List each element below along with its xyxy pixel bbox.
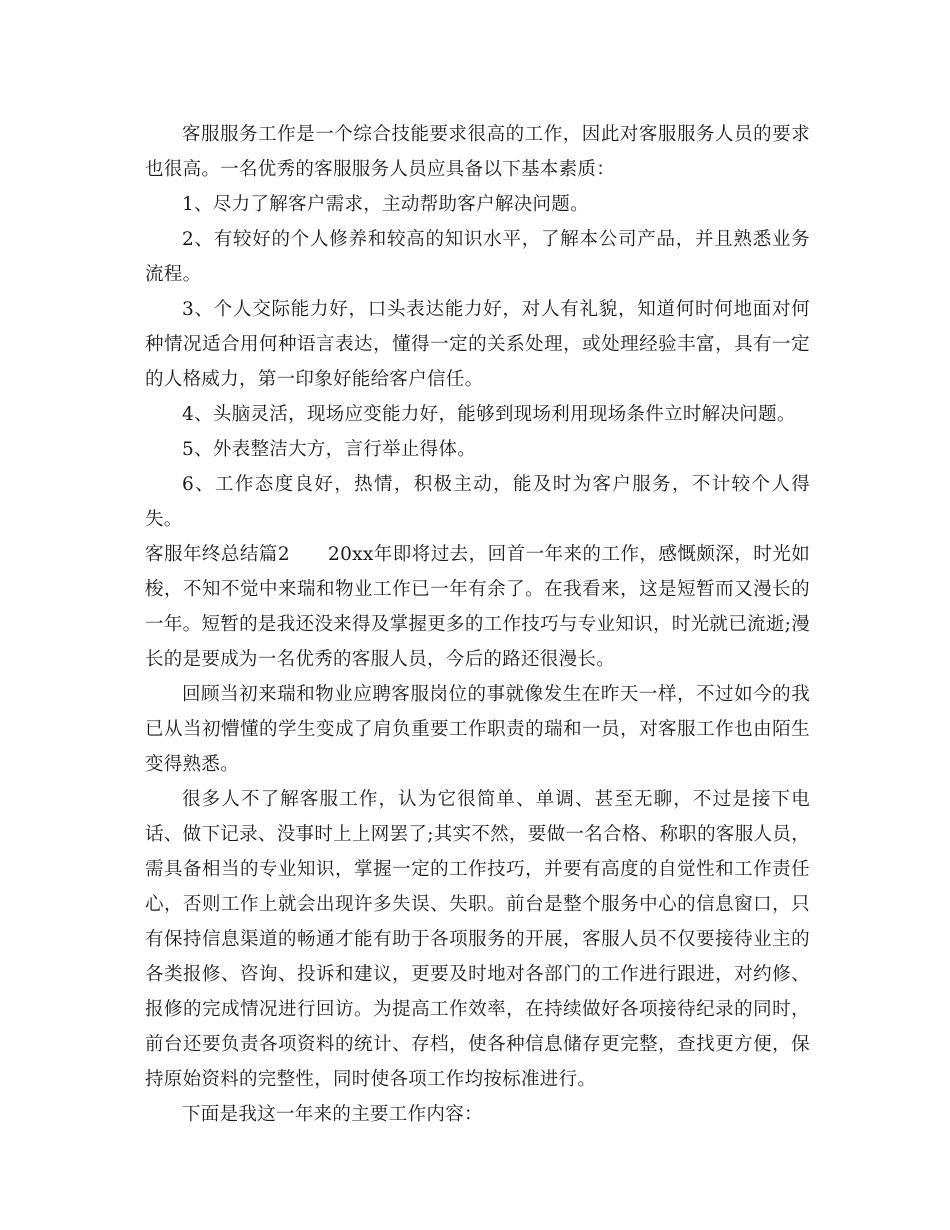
paragraph-review: 回顾当初来瑞和物业应聘客服岗位的事就像发生在昨天一样，不过如今的我已从当初懵懂的学生变成了肩负重要工作职责的瑞和一员，对客服工作也由陌生变得熟悉。 — [145, 684, 810, 775]
paragraph-item-4: 4、头脑灵活，现场应变能力好，能够到现场利用现场条件立时解决问题。 — [182, 404, 796, 425]
paragraph-item-6: 6、工作态度良好，热情，积极主动，能及时为客户服务，不计较个人得失。 — [145, 474, 810, 530]
paragraph-section-2-start: 客服年终总结篇2 20xx年即将过去，回首一年来的工作，感慨颇深，时光如梭，不知不觉中来瑞和物业工作已一年有余了。在我看来，这是短暂而又漫长的一年。短暂的是我还没来得及掌握更多的工作技巧与专业知识，时光就已流逝;漫长的是要成为一名优秀的客服人员，今后的路还很漫长。 — [145, 544, 810, 670]
paragraph-item-3: 3、个人交际能力好，口头表达能力好，对人有礼貌，知道何时何地面对何种情况适合用何种语言表达，懂得一定的关系处理，或处理经验丰富，具有一定的人格威力，第一印象好能给客户信任。 — [145, 299, 810, 390]
paragraph-intro: 客服服务工作是一个综合技能要求很高的工作，因此对客服服务人员的要求也很高。一名优秀的客服服务人员应具备以下基本素质： — [145, 124, 810, 180]
paragraph-work-intro: 下面是我这一年来的主要工作内容： — [182, 1104, 483, 1125]
paragraph-item-5: 5、外表整洁大方，言行举止得体。 — [182, 439, 477, 460]
paragraph-item-1: 1、尽力了解客户需求，主动帮助客户解决问题。 — [182, 194, 589, 215]
document-body — [145, 117, 810, 1132]
paragraph-job-description: 很多人不了解客服工作，认为它很简单、单调、甚至无聊，不过是接下电话、做下记录、没事时上上网罢了;其实不然，要做一名合格、称职的客服人员，需具备相当的专业知识，掌握一定的工作技巧，并要有高度的自觉性和工作责任心，否则工作上就会出现许多失误、失职。前台是整个服务中心的信息窗口，只有保持信息渠道的畅通才能有助于各项服务的开展，客服人员不仅要接待业主的各类报修、咨询、投诉和建议，更要及时地对各部门的工作进行跟进，对约修、报修的完成情况进行回访。为提高工作效率，在持续做好各项接待纪录的同时，前台还要负责各项资料的统计、存档，使各种信息储存更完整，查找更方便，保持原始资料的完整性，同时使各项工作均按标准进行。 — [145, 789, 810, 1090]
paragraph-item-2: 2、有较好的个人修养和较高的知识水平，了解本公司产品，并且熟悉业务流程。 — [145, 229, 810, 285]
